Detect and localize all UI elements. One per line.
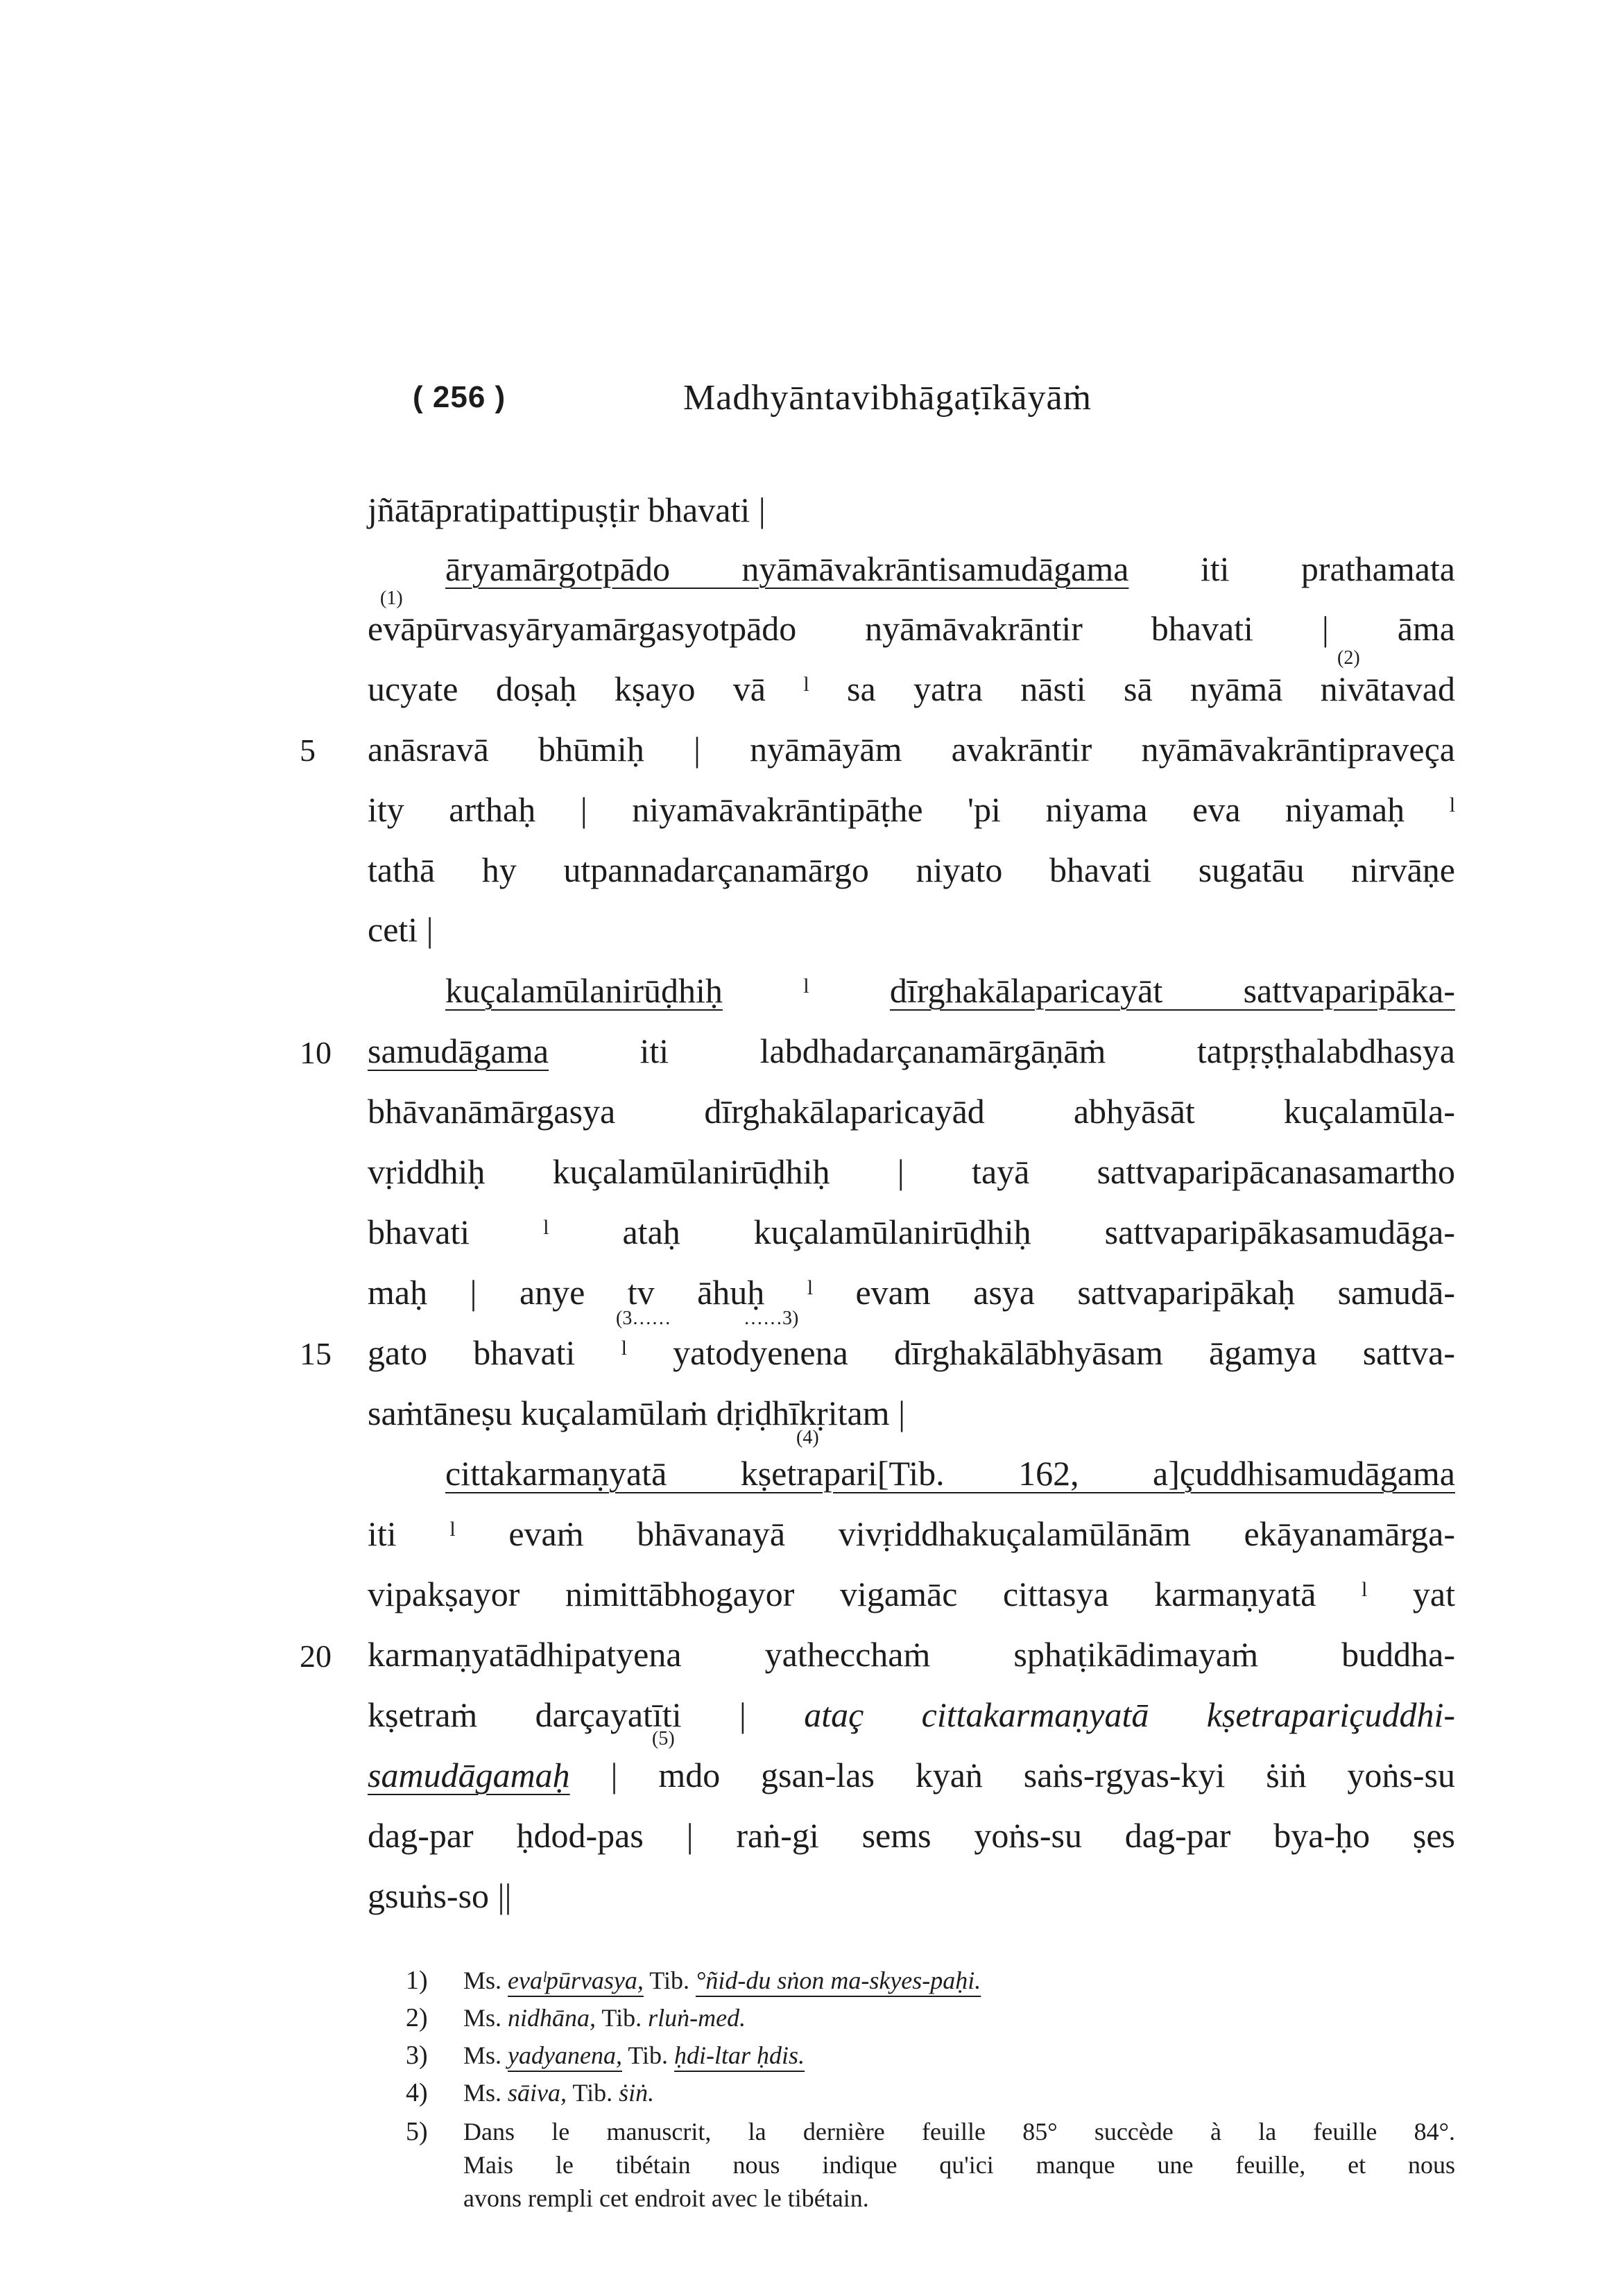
text-line: vipakṣayor nimittābhogayor vigamāc cittasya karmaṇyatā ˡ yat [368, 1575, 1455, 1613]
footnote: Ms. evaˡpūrvasya, Tib. °ñid-du sṅon ma-skyes-paḥi. [463, 1967, 981, 1994]
text-line: ceti | [368, 910, 433, 949]
text-line: dag-par ḥdod-pas | raṅ-gi sems yoṅs-su dag-par bya-ḥo ṣes [368, 1816, 1455, 1855]
page-header [0, 380, 1623, 436]
text-line: evāpūrvasyāryamārgasyotpādo nyāmāvakrāntir bhavati | āma [368, 609, 1455, 648]
text-line: āryamārgotpādo nyāmāvakrāntisamudāgama iti prathamata [445, 549, 1455, 588]
text-line: saṁtāneṣu kuçalamūlaṁ dṛiḍhīkṛitam | [368, 1394, 906, 1432]
text-line: bhavati ˡ ataḥ kuçalamūlanirūḍhiḥ sattvaparipākasamudāga- [368, 1213, 1455, 1251]
footnote-marker: (3…… [616, 1308, 671, 1329]
text-line: anāsravā bhūmiḥ | nyāmāyām avakrāntir nyāmāvakrāntipraveça [368, 730, 1455, 769]
footnote-marker: (2) [1337, 647, 1360, 669]
footnote-number: 1) [406, 1966, 428, 1995]
text-line: gsuṅs-so || [368, 1876, 512, 1915]
footnote: avons rempli cet endroit avec le tibétain. [463, 2184, 869, 2212]
text-line: maḥ | anye tv āhuḥ ˡ evam asya sattvaparipākaḥ samudā- [368, 1273, 1455, 1312]
footnote: Ms. nidhāna, Tib. rluṅ-med. [463, 2004, 746, 2032]
line-number: 15 [300, 1336, 332, 1371]
footnote-number: 3) [406, 2041, 428, 2070]
footnote-marker: (4) [796, 1427, 819, 1448]
text-line: ity arthaḥ | niyamāvakrāntipāṭhe 'pi niyama eva niyamaḥ ˡ [368, 790, 1455, 829]
page-number: ( 256 ) [413, 380, 506, 414]
footnote-marker: (5) [652, 1728, 675, 1749]
footnote: Mais le tibétain nous indique qu'ici manque une feuille, et nous [463, 2151, 1455, 2179]
text-line: cittakarmaṇyatā kṣetrapari[Tib. 162, a]çuddhisamudāgama [445, 1454, 1455, 1493]
text-line: karmaṇyatādhipatyena yathecchaṁ sphaṭikādimayaṁ buddha- [368, 1635, 1455, 1674]
footnote: Ms. yadyanena, Tib. ḥdi-ltar ḥdis. [463, 2041, 805, 2069]
line-number: 5 [300, 733, 316, 768]
footnote-number: 2) [406, 2003, 428, 2032]
text-line: kṣetraṁ darçayatīti | ataç cittakarmaṇyatā kṣetrapariçuddhi- [368, 1695, 1455, 1734]
running-title: Madhyāntavibhāgaṭīkāyāṁ [683, 378, 1092, 418]
text-line: jñātāpratipattipuṣṭir bhavati | [368, 490, 766, 529]
footnote-number: 4) [406, 2078, 428, 2107]
footnote-marker: (1) [380, 588, 403, 609]
text-line: samudāgamaḥ | mdo gsan-las kyaṅ saṅs-rgyas-kyi ṡiṅ yoṅs-su [368, 1756, 1455, 1794]
text-line: vṛiddhiḥ kuçalamūlanirūḍhiḥ | tayā sattvaparipācanasamartho [368, 1152, 1455, 1191]
text-line: bhāvanāmārgasya dīrghakālaparicayād abhyāsāt kuçalamūla- [368, 1092, 1455, 1131]
line-number: 10 [300, 1035, 332, 1070]
footnote: Ms. sāiva, Tib. ṡiṅ. [463, 2079, 655, 2107]
text-line: gato bhavati ˡ yatodyenena dīrghakālābhyāsam āgamya sattva- [368, 1333, 1455, 1372]
footnote-number: 5) [406, 2117, 428, 2146]
text-line: iti ˡ evaṁ bhāvanayā vivṛiddhakuçalamūlānām ekāyanamārga- [368, 1514, 1455, 1553]
text-line: ucyate doṣaḥ kṣayo vā ˡ sa yatra nāsti sā nyāmā nivātavad [368, 669, 1455, 708]
footnote: Dans le manuscrit, la dernière feuille 85° succède à la feuille 84°. [463, 2118, 1455, 2145]
line-number: 20 [300, 1638, 332, 1674]
text-line: kuçalamūlanirūḍhiḥ ˡ dīrghakālaparicayāt sattvaparipāka- [445, 971, 1455, 1010]
footnote-marker: ……3) [744, 1308, 799, 1329]
text-line: samudāgama iti labdhadarçanamārgāṇāṁ tatpṛṣṭhalabdhasya [368, 1031, 1455, 1070]
text-line: tathā hy utpannadarçanamārgo niyato bhavati sugatāu nirvāṇe [368, 850, 1455, 889]
